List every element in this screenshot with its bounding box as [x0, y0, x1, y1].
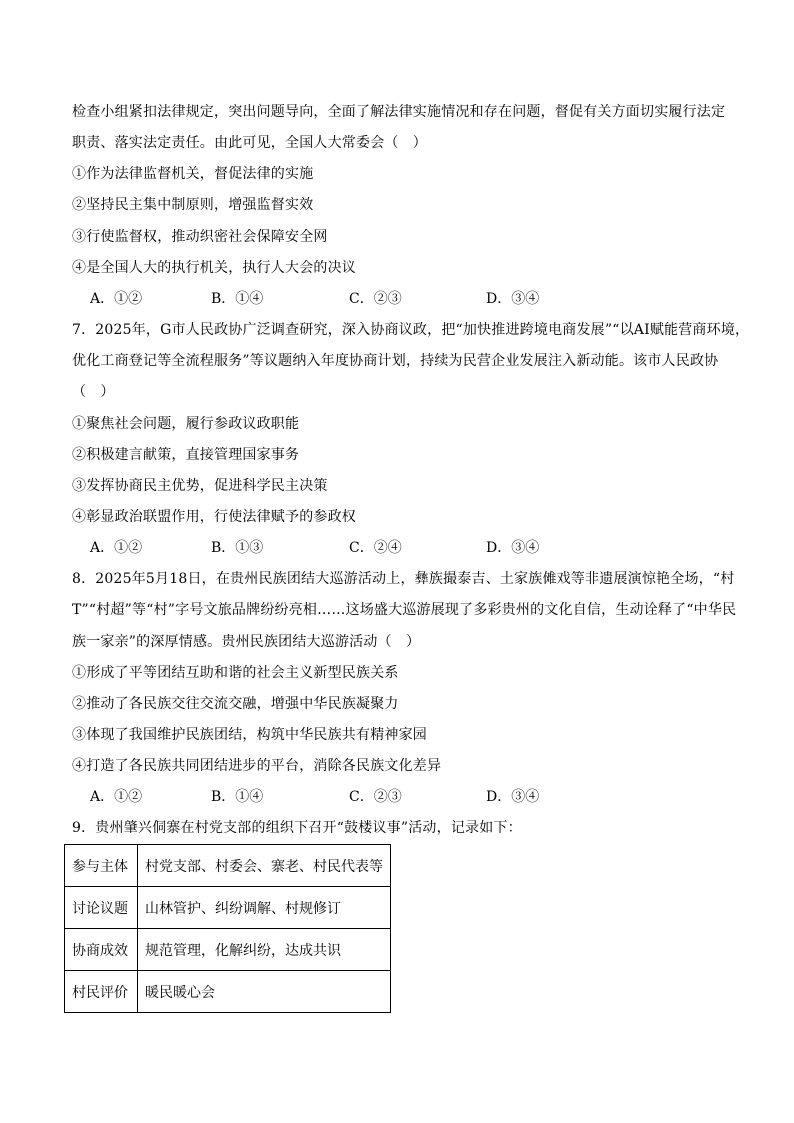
q6-option-d[interactable]: D．③④ — [486, 291, 540, 307]
q9-record-table — [64, 844, 391, 1013]
q6-option-a[interactable]: A．①② — [90, 291, 143, 307]
q7-option-c[interactable]: C．②④ — [349, 540, 402, 556]
table-header-cell: 协商成效 — [65, 929, 138, 971]
q6-stem-line-2: 职责、落实法定责任。由此可见，全国人大常委会（ ） — [72, 135, 427, 151]
q7-stem-line-1: 7．2025年，G市人民政协广泛调查研究，深入协商议政，把“加快推进跨境电商发展”“以AI赋能营商环境， — [72, 322, 750, 338]
q8-stem-line-3: 族一家亲”的深厚情感。贵州民族团结大巡游活动（ ） — [72, 634, 421, 650]
q8-stem-line-1: 8．2025年5月18日，在贵州民族团结大巡游活动上，彝族撮泰吉、土家族傩戏等非遗展演惊艳全场，“村 — [72, 571, 735, 587]
q8-stem-line-2: T”“村超”等“村”字号文旅品牌纷纷亮相……这场盛大巡游展现了多彩贵州的文化自信，生动诠释了“中华民 — [72, 602, 737, 618]
q6-stem-line-1: 检查小组紧扣法律规定，突出问题导向，全面了解法律实施情况和存在问题，督促有关方面切实履行法定 — [72, 104, 726, 120]
q7-option-d[interactable]: D．③④ — [486, 540, 540, 556]
q7-options — [90, 538, 590, 558]
q6-statement-3: ③行使监督权，推动织密社会保障安全网 — [72, 229, 328, 245]
table-value-cell: 村党支部、村委会、寨老、村民代表等 — [138, 845, 391, 887]
table-value-cell: 规范管理，化解纠纷，达成共识 — [138, 929, 391, 971]
q6-options — [90, 289, 590, 309]
table-header-cell: 村民评价 — [65, 971, 138, 1013]
table-header-cell: 参与主体 — [65, 845, 138, 887]
q7-stem-line-3: （ ） — [72, 384, 115, 400]
q8-statement-3: ③体现了我国维护民族团结，构筑中华民族共有精神家园 — [72, 727, 427, 743]
q8-statement-1: ①形成了平等团结互助和谐的社会主义新型民族关系 — [72, 665, 399, 681]
q7-option-a[interactable]: A．①② — [90, 540, 143, 556]
q8-option-a[interactable]: A．①② — [90, 789, 143, 805]
q6-statement-4: ④是全国人大的执行机关，执行人大会的决议 — [72, 260, 356, 276]
q7-statement-4: ④彰显政治联盟作用，行使法律赋予的参政权 — [72, 509, 356, 525]
q8-statement-4: ④打造了各民族共同团结进步的平台，消除各民族文化差异 — [72, 758, 442, 774]
q7-option-b[interactable]: B．①③ — [211, 540, 264, 556]
q8-option-b[interactable]: B．①④ — [211, 789, 264, 805]
q7-statement-1: ①聚焦社会问题，履行参政议政职能 — [72, 416, 300, 432]
q7-statement-2: ②积极建言献策，直接管理国家事务 — [72, 447, 300, 463]
q8-option-d[interactable]: D．③④ — [486, 789, 540, 805]
q6-statement-1: ①作为法律监督机关，督促法律的实施 — [72, 166, 314, 182]
table-value-cell: 暖民暖心会 — [138, 971, 391, 1013]
table-header-cell: 讨论议题 — [65, 887, 138, 929]
q8-statement-2: ②推动了各民族交往交流交融，增强中华民族凝聚力 — [72, 696, 399, 712]
table-row — [65, 971, 391, 1013]
q8-option-c[interactable]: C．②③ — [349, 789, 402, 805]
table-row — [65, 845, 391, 887]
q6-statement-2: ②坚持民主集中制原则，增强监督实效 — [72, 197, 314, 213]
q6-option-c[interactable]: C．②③ — [349, 291, 402, 307]
table-row — [65, 887, 391, 929]
table-row — [65, 929, 391, 971]
q8-options — [90, 787, 590, 807]
q7-statement-3: ③发挥协商民主优势，促进科学民主决策 — [72, 478, 328, 494]
q9-stem: 9．贵州肇兴侗寨在村党支部的组织下召开“鼓楼议事”活动，记录如下： — [72, 820, 522, 836]
table-value-cell: 山林管护、纠纷调解、村规修订 — [138, 887, 391, 929]
q7-stem-line-2: 优化工商登记等全流程服务”等议题纳入年度协商计划，持续为民营企业发展注入新动能。该市人民政协 — [72, 353, 719, 369]
q6-option-b[interactable]: B．①④ — [211, 291, 264, 307]
